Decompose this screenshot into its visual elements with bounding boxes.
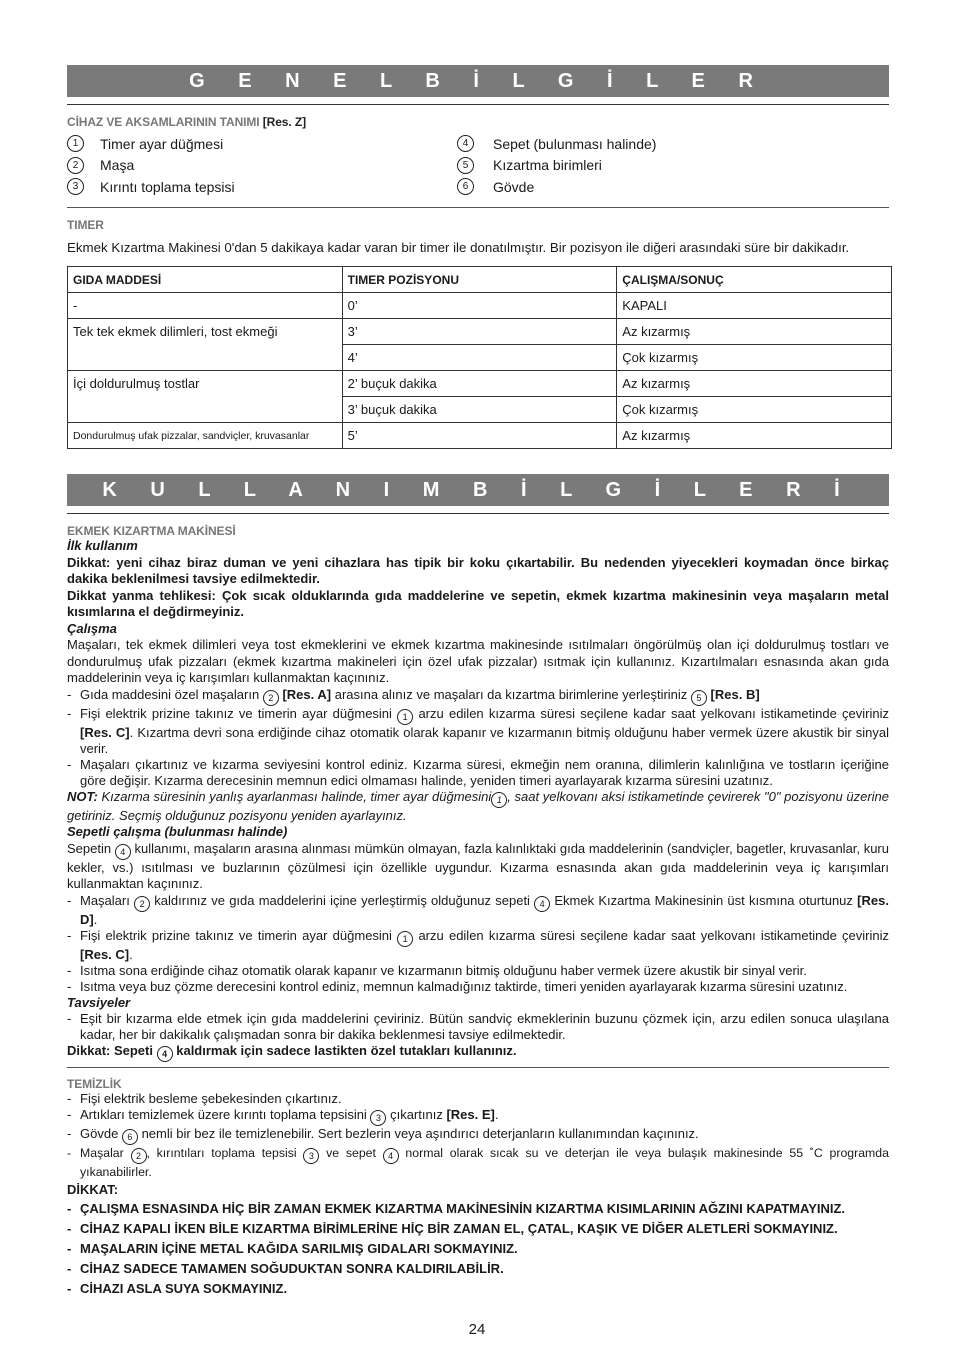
column-header: TIMER POZİSYONU — [342, 267, 617, 293]
table-cell: 3’ — [342, 319, 617, 345]
parts-heading-text: CİHAZ VE AKSAMLARININ TANIMI — [67, 115, 260, 129]
note — [67, 789, 889, 825]
list-item — [67, 133, 457, 155]
text: arzu edilen kızarma süresi seçilene kadar saat yelkovanı istikametinde çeviriniz — [418, 705, 889, 721]
tips-heading: Tavsiyeler — [67, 994, 131, 1010]
text: Isıtma sona erdiğinde cihaz otomatik olarak kapanır ve kızarmanın bitmiş olduğunu haber vermek üzere akustik bir sinyal verir. — [80, 962, 807, 978]
parts-heading — [67, 115, 889, 129]
text: kaldırınız ve gıda maddelerini içine yerleştirmiş olduğunuz sepeti — [154, 892, 530, 908]
table-cell: - — [68, 293, 343, 319]
bullet-dash: - — [67, 892, 72, 908]
part-label: Sepet (bulunması halinde) — [493, 135, 657, 152]
list-item — [67, 1107, 889, 1126]
text: kullanımı, maşaların arasına alınması mümkün olmayan, fazla kalınlıktaki gıda maddelerinin (sandviçler, bagetler, kruvasanlar, kuru kekler, vs.) ısıtılması ve buzlarının çözülmesi için özellikle uygundur. Kızarma esnasında akan gıda maddelerinin veya iç karışımları kullanmaktan kaçınınız. — [67, 840, 889, 891]
table-cell: 4’ — [342, 345, 617, 371]
part-label: Kızartma birimleri — [493, 157, 602, 174]
text: kaldırmak için sadece lastikten özel tutakları kullanınız. — [176, 1043, 517, 1058]
page-number: 24 — [468, 1321, 486, 1338]
table-row — [68, 423, 892, 449]
warning-basket — [67, 1043, 889, 1062]
figure-ref: [Res. A] — [282, 686, 332, 702]
text: CİHAZ SADECE TAMAMEN SOĞUDUKTAN SONRA KALDIRILABİLİR. — [80, 1260, 504, 1276]
number-circle-icon: 2 — [131, 1148, 147, 1164]
text: Artıkları temizlemek üzere kırıntı toplama tepsisini — [80, 1107, 367, 1122]
usage-info-banner: K U L L A N I M B İ L G İ L E R İ — [67, 474, 889, 506]
list-item — [67, 1091, 889, 1107]
table-cell: İçi doldurulmuş tostlar — [68, 371, 343, 423]
cleaning-heading: TEMİZLİK — [67, 1077, 122, 1091]
bullet-dash: - — [67, 1107, 72, 1122]
column-header: GIDA MADDESİ — [68, 267, 343, 293]
table-cell: Az kızarmış — [617, 423, 892, 449]
table-header-row — [68, 267, 892, 293]
caution-item — [67, 1239, 889, 1259]
number-circle-icon: 1 — [397, 931, 413, 947]
number-circle-icon: 1 — [491, 792, 507, 808]
text: arzu edilen kızarma süresi seçilene kadar saat yelkovanı istikametinde çeviriniz — [418, 927, 889, 943]
list-item — [457, 155, 847, 177]
number-circle-icon: 4 — [383, 1148, 399, 1164]
part-label: Maşa — [100, 157, 135, 174]
text: CİHAZI ASLA SUYA SOKMAYINIZ. — [80, 1280, 288, 1296]
number-circle-icon: 4 — [157, 1046, 173, 1062]
number-circle-icon: 4 — [534, 896, 550, 912]
number-circle-icon: 5 — [691, 690, 707, 706]
table-cell: 0’ — [342, 293, 617, 319]
table-cell: Çok kızarmış — [617, 397, 892, 423]
text: , kırıntıları toplama tepsisi — [146, 1146, 297, 1160]
general-info-section — [67, 65, 889, 449]
bullet-dash: - — [67, 1091, 72, 1106]
list-item — [457, 176, 847, 198]
figure-ref: [Res. C] — [80, 724, 130, 740]
number-circle-icon: 2 — [263, 690, 279, 706]
text: Maşaları çıkartınız ve kızarma seviyesini kontrol ediniz. Kızarma süresi, ekmeğin nem oranına, dilimlerin kalınlığına ve tostların içeriğine göre değişir. Kızarma derecesinin memnun edici olmaması halinde, yeniden timeri ayarlayarak kızarma süresini uzatınız. — [80, 756, 889, 788]
list-item — [67, 928, 889, 963]
text: Maşaları — [80, 892, 130, 908]
bullet-dash: - — [67, 978, 72, 994]
usage-info-section — [67, 474, 889, 1299]
table-cell: Dondurulmuş ufak pizzalar, sandviçler, kruvasanlar — [68, 423, 343, 449]
table-row — [68, 319, 892, 345]
general-info-banner: G E N E L B İ L G İ L E R — [67, 65, 889, 97]
caution-item — [67, 1259, 889, 1279]
operation-heading: Çalışma — [67, 620, 117, 636]
note-label: NOT: — [67, 788, 98, 804]
table-cell: 3’ buçuk dakika — [342, 397, 617, 423]
list-item — [67, 757, 889, 789]
text: ÇALIŞMA ESNASINDA HİÇ BİR ZAMAN EKMEK KIZARTMA MAKİNESİNİN KIZARTMA KISIMLARININ AĞZINI KAPATMAYINIZ. — [80, 1200, 846, 1216]
bullet-dash: - — [67, 705, 72, 721]
bullet-dash: - — [67, 1240, 72, 1256]
bullet-dash: - — [67, 1146, 72, 1160]
operation-text: Maşaları, tek ekmek dilimleri veya tost ekmeklerini ve ekmek kızartma makinesinde ısıtılmaları öngörülmüş olan içi doldurulmuş tostları ve dondurulmuş ufak pizzaları (ekmek kızartma makineleri için özel ufak pizzalar) ısıtmak için kullanınız. Kızartılmaları esnasında akan gıda maddelerinin veya iç karışımları kullanmaktan kaçınınız. — [67, 637, 889, 685]
part-label: Gövde — [493, 178, 535, 195]
first-use-heading: İlk kullanım — [67, 538, 138, 553]
caution-heading: DİKKAT: — [67, 1182, 119, 1197]
number-circle-icon: 2 — [134, 896, 150, 912]
table-cell: Az kızarmış — [617, 319, 892, 345]
list-item — [67, 979, 889, 995]
divider — [67, 513, 889, 514]
table-cell: Tek tek ekmek dilimleri, tost ekmeği — [68, 319, 343, 371]
text: Dikkat: Sepeti — [67, 1043, 153, 1058]
text: , saat yelkovanı aksi istikametinde çevirerek "0" pozisyonu üzerine getiriniz. Seçmiş olduğunuz pozisyonu yeniden ayarlayınız. — [67, 788, 889, 823]
figure-ref: [Res. B] — [710, 686, 760, 702]
timer-heading: TIMER — [67, 217, 104, 232]
bullet-dash: - — [67, 1126, 72, 1141]
parts-list — [67, 133, 889, 198]
text: Isıtma veya buz çözme derecesini kontrol ediniz, memnun kalmadığınız taktirde, timeri yeniden ayarlayarak kızarma süresini uzatınız. — [80, 978, 848, 994]
text: çıkartınız — [390, 1107, 443, 1122]
list-item — [67, 893, 889, 928]
text: Sepetin — [67, 840, 112, 856]
text: MAŞALARIN İÇİNE METAL KAĞIDA SARILMIŞ GIDALARI SOKMAYINIZ. — [80, 1240, 518, 1256]
list-item — [67, 963, 889, 979]
text: normal olarak sıcak su ve deterjan ile veya bulaşık makinesinde 55 ˚C programda yıkanabilirler. — [80, 1146, 889, 1179]
part-label: Kırıntı toplama tepsisi — [100, 178, 235, 195]
divider — [67, 104, 889, 105]
warning-burn: Dikkat yanma tehlikesi: Çok sıcak olduklarında gıda maddelerine ve sepetin, ekmek kızartma makinesinin veya maşaların metal kısımlarına el değdirmeyiniz. — [67, 587, 889, 619]
caution-item — [67, 1199, 889, 1219]
list-item — [67, 1145, 889, 1180]
basket-text — [67, 841, 889, 893]
bullet-dash: - — [67, 962, 72, 978]
parts-column-right — [457, 133, 847, 198]
number-circle-icon: 5 — [457, 157, 474, 174]
text: Eşit bir kızarma elde etmek için gıda maddelerini çeviriniz. Bütün sandviç ekmeklerinin buzunu çözmek için, arzu edilen sonuca ulaşılana kadar, her bir dakikalık çalışmadan sonra bir dakika beklenmesi tavsiye edilmektedir. — [80, 1011, 889, 1042]
number-circle-icon: 3 — [370, 1110, 386, 1126]
text: CİHAZ KAPALI İKEN BİLE KIZARTMA BİRİMLERİNE HİÇ BİR ZAMAN EL, ÇATAL, KAŞIK VE DİĞER ALETLERİ SOKMAYINIZ. — [80, 1220, 838, 1236]
text: Fişi elektrik prizine takınız ve timerin ayar düğmesini — [80, 705, 392, 721]
list-item — [67, 176, 457, 198]
basket-heading: Sepetli çalışma (bulunması halinde) — [67, 824, 288, 839]
table-cell: 2’ buçuk dakika — [342, 371, 617, 397]
list-item — [67, 687, 889, 706]
caution-item — [67, 1279, 889, 1299]
number-circle-icon: 2 — [67, 157, 84, 174]
part-label: Timer ayar düğmesi — [100, 135, 224, 152]
toaster-heading: EKMEK KIZARTMA MAKİNESİ — [67, 524, 236, 538]
bullet-dash: - — [67, 1200, 72, 1216]
text: . — [129, 946, 133, 962]
timer-description: Ekmek Kızartma Makinesi 0'dan 5 dakikaya kadar varan bir timer ile donatılmıştır. Bir pozisyon ile diğeri arasındaki süre bir dakikadır. — [67, 239, 850, 255]
bullet-dash: - — [67, 756, 72, 772]
number-circle-icon: 1 — [67, 135, 84, 152]
number-circle-icon: 4 — [457, 135, 474, 152]
text: Ekmek Kızartma Makinesinin üst kısmına oturtunuz — [554, 892, 853, 908]
bullet-dash: - — [67, 1220, 72, 1236]
figure-ref: [Res. D] — [80, 892, 889, 927]
table-row — [68, 293, 892, 319]
number-circle-icon: 4 — [115, 844, 131, 860]
table-cell: Çok kızarmış — [617, 345, 892, 371]
text: Maşalar — [80, 1146, 124, 1160]
list-item — [67, 706, 889, 757]
text: . — [494, 1107, 499, 1122]
text: ve sepet — [326, 1146, 376, 1160]
parts-ref: [Res. Z] — [262, 115, 306, 129]
bullet-dash: - — [67, 1260, 72, 1276]
warning-smoke: Dikkat: yeni cihaz biraz duman ve yeni cihazlara has tipik bir koku çıkartabilir. Bu nedenden yiyecekleri koymadan önce birkaç dakika beklenilmesi tavsiye edilmektedir. — [67, 554, 889, 586]
text: Gövde — [80, 1126, 119, 1141]
bullet-dash: - — [67, 686, 72, 702]
number-circle-icon: 6 — [457, 178, 474, 195]
text: . Kızartma devri sona erdiğinde cihaz otomatik olarak kapanır ve kızarmanın bitmiş olduğunu haber vermek üzere akustik bir sinyal verir. — [80, 724, 889, 756]
list-item — [67, 1126, 889, 1145]
timer-table — [67, 266, 892, 449]
figure-ref: [Res. E] — [446, 1107, 495, 1122]
caution-item — [67, 1219, 889, 1239]
list-item — [67, 1011, 889, 1043]
text: Kızarma süresinin yanlış ayarlanması halinde, timer ayar düğmesini — [101, 788, 492, 804]
table-row — [68, 371, 892, 397]
divider — [67, 207, 889, 208]
number-circle-icon: 1 — [397, 709, 413, 725]
table-cell: KAPALI — [617, 293, 892, 319]
text: Fişi elektrik prizine takınız ve timerin ayar düğmesini — [80, 927, 392, 943]
text: . — [93, 911, 98, 927]
text: arasına alınız ve maşaları da kızartma birimlerine yerleştiriniz — [334, 686, 688, 702]
text: Gıda maddesini özel maşaların — [80, 686, 260, 702]
number-circle-icon: 3 — [67, 178, 84, 195]
number-circle-icon: 3 — [303, 1148, 319, 1164]
parts-column-left — [67, 133, 457, 198]
figure-ref: [Res. C] — [80, 946, 130, 962]
list-item — [457, 133, 847, 155]
table-cell: Az kızarmış — [617, 371, 892, 397]
bullet-dash: - — [67, 927, 72, 943]
number-circle-icon: 6 — [122, 1129, 138, 1145]
column-header: ÇALIŞMA/SONUÇ — [617, 267, 892, 293]
divider — [67, 1067, 889, 1068]
table-cell: 5’ — [342, 423, 617, 449]
bullet-dash: - — [67, 1280, 72, 1296]
text: Fişi elektrik besleme şebekesinden çıkartınız. — [80, 1091, 342, 1106]
bullet-dash: - — [67, 1011, 72, 1026]
list-item — [67, 155, 457, 177]
text: nemli bir bez ile temizlenebilir. Sert bezlerin veya aşındırıcı deterjanların kullanımından kaçınınız. — [141, 1126, 699, 1141]
